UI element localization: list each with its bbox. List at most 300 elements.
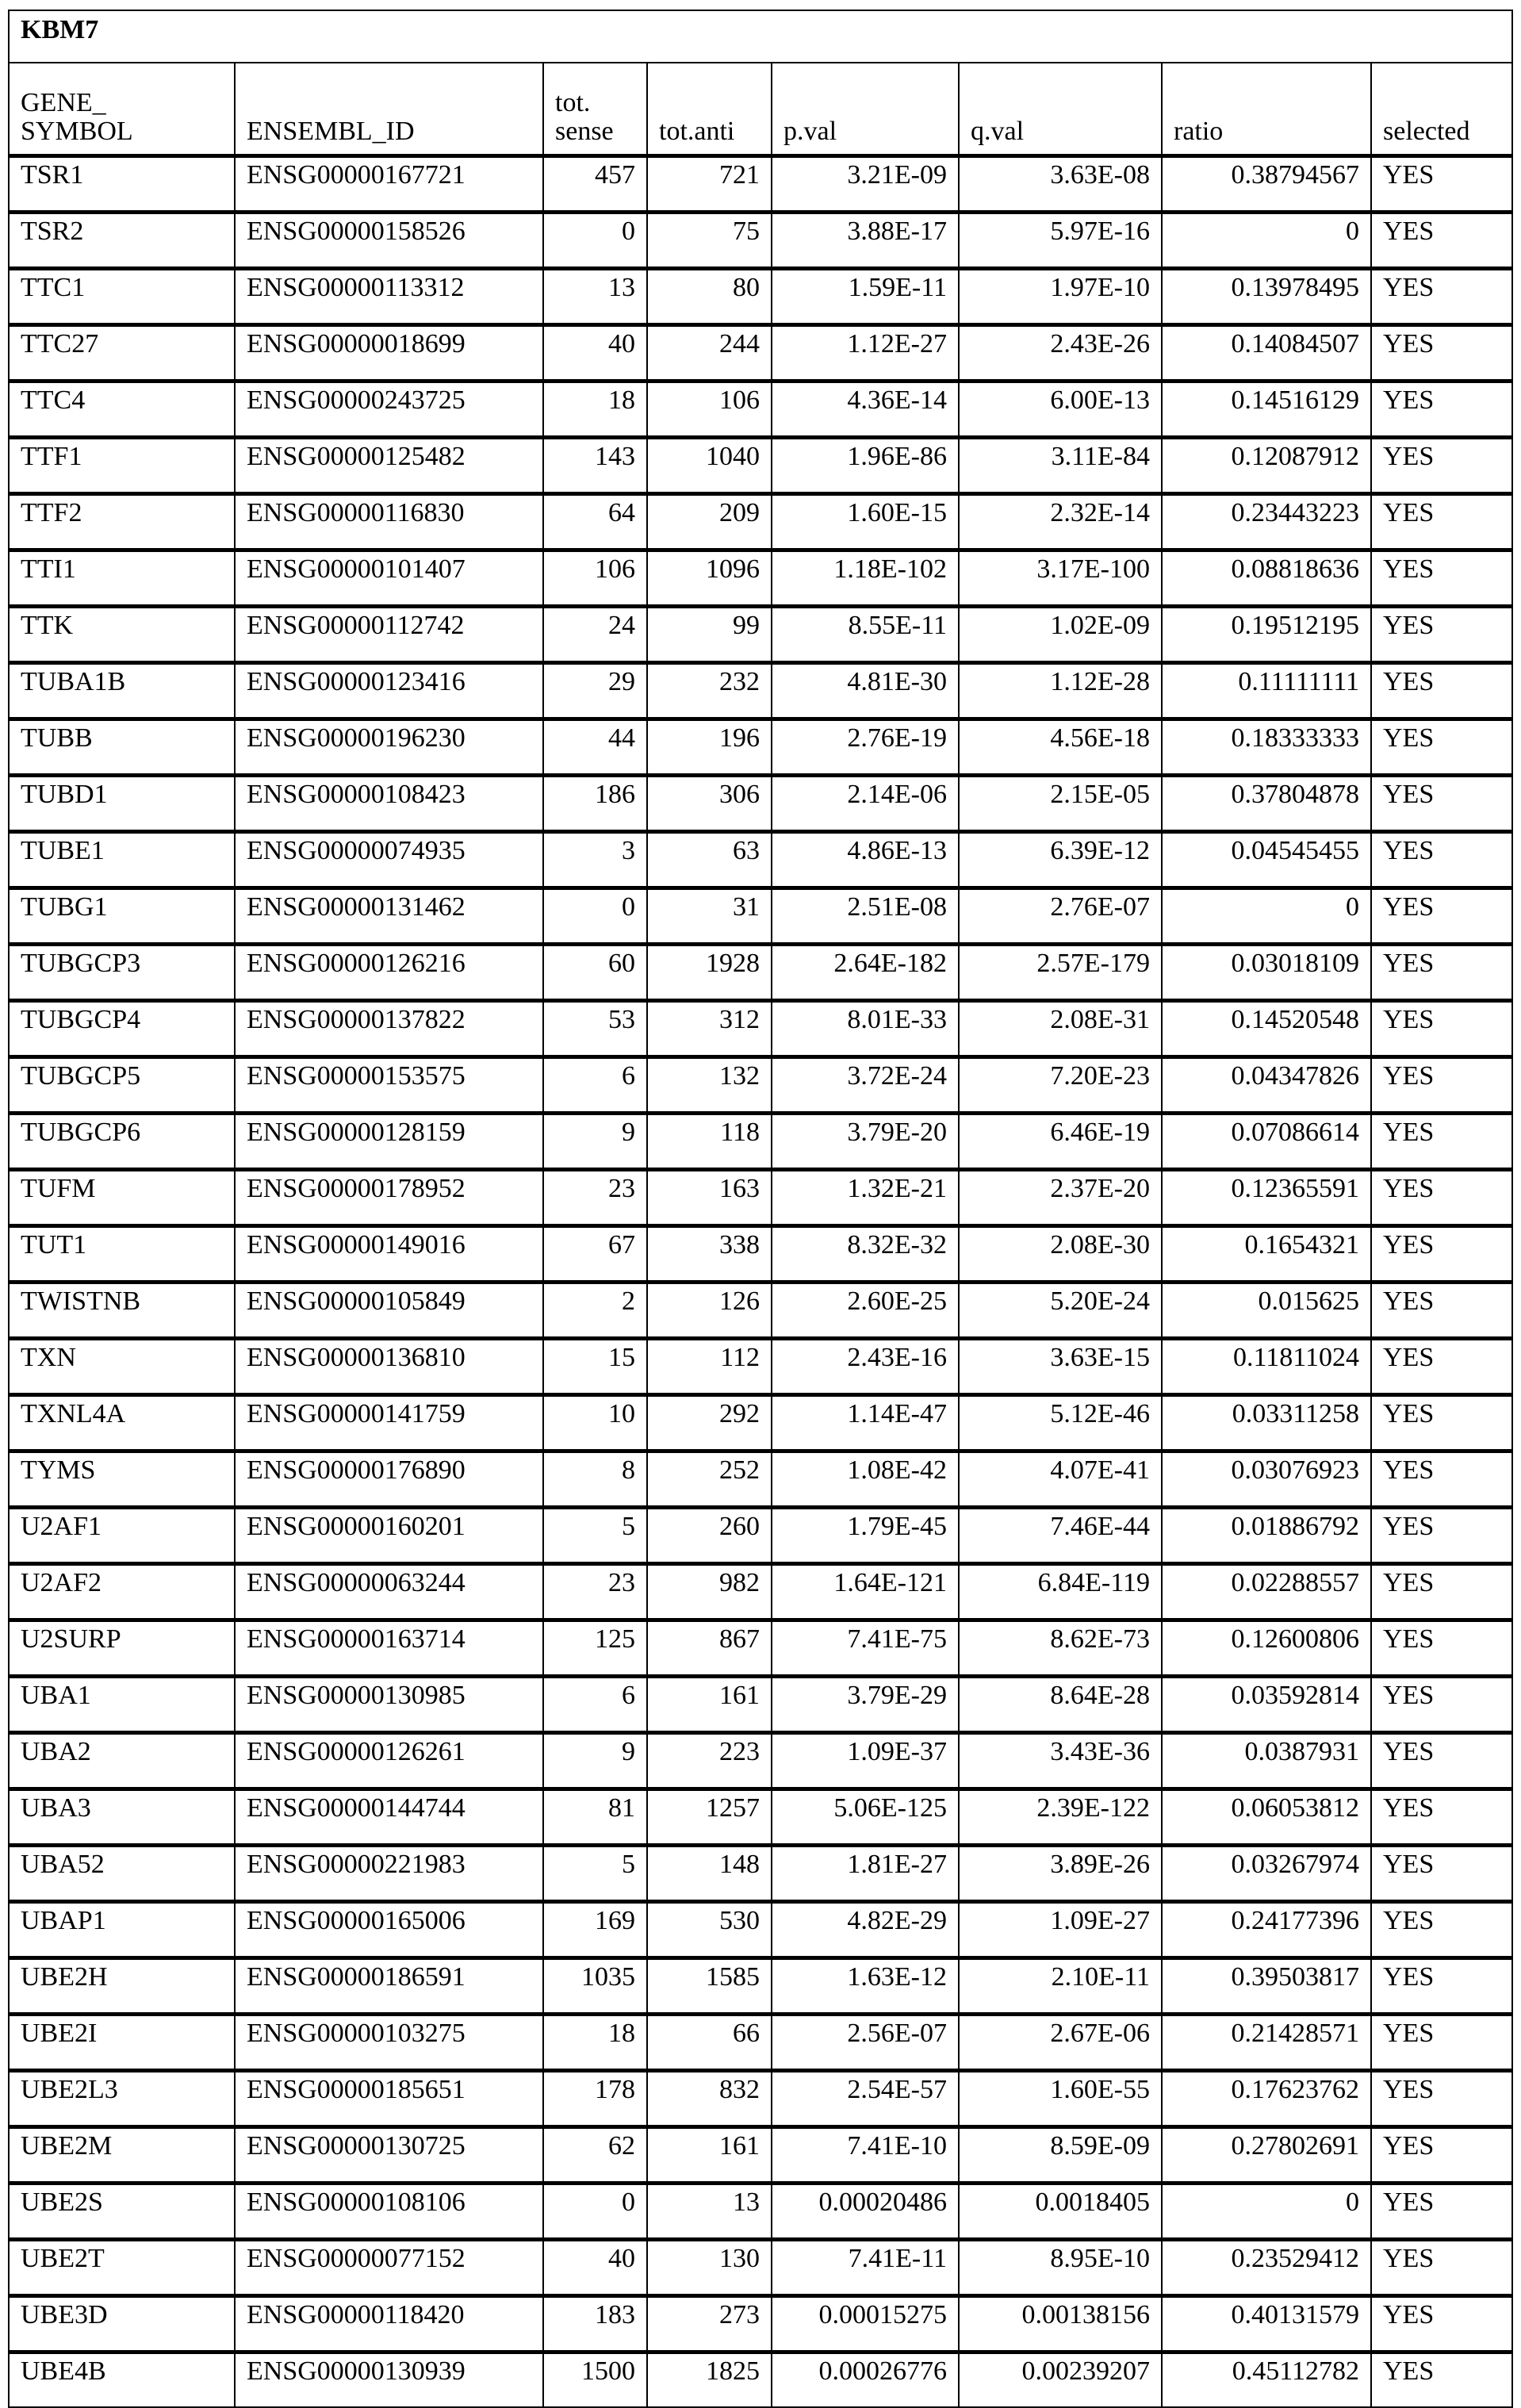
- cell-ensembl-id: ENSG00000128159: [235, 1114, 543, 1170]
- cell-q-val: 2.67E-06: [959, 2015, 1162, 2071]
- cell-p-val: 5.06E-125: [772, 1789, 959, 1846]
- cell-p-val: 7.41E-11: [772, 2240, 959, 2296]
- cell-selected: YES: [1371, 1846, 1512, 1902]
- table-row: [9, 325, 1512, 382]
- cell-ratio: 0.14520548: [1162, 1001, 1371, 1057]
- cell-p-val: 2.14E-06: [772, 776, 959, 832]
- cell-tot-anti: 338: [647, 1226, 772, 1283]
- cell-tot-sense: 5: [543, 1846, 647, 1902]
- cell-tot-sense: 13: [543, 269, 647, 325]
- cell-ratio: 0.1654321: [1162, 1226, 1371, 1283]
- cell-selected: YES: [1371, 1451, 1512, 1508]
- table-row: [9, 1958, 1512, 2015]
- cell-q-val: 2.43E-26: [959, 325, 1162, 382]
- cell-gene-symbol: TUBB: [9, 719, 235, 776]
- cell-selected: YES: [1371, 1283, 1512, 1339]
- cell-ensembl-id: ENSG00000158526: [235, 213, 543, 269]
- cell-selected: YES: [1371, 776, 1512, 832]
- table-row: [9, 269, 1512, 325]
- cell-tot-anti: 132: [647, 1057, 772, 1114]
- cell-gene-symbol: UBE2M: [9, 2127, 235, 2184]
- cell-selected: YES: [1371, 1620, 1512, 1677]
- cell-ratio: 0.37804878: [1162, 776, 1371, 832]
- cell-tot-anti: 13: [647, 2184, 772, 2240]
- cell-gene-symbol: TUFM: [9, 1170, 235, 1226]
- table-row: [9, 776, 1512, 832]
- cell-ratio: 0.17623762: [1162, 2071, 1371, 2127]
- cell-tot-anti: 126: [647, 1283, 772, 1339]
- cell-tot-sense: 125: [543, 1620, 647, 1677]
- cell-selected: YES: [1371, 1733, 1512, 1789]
- cell-ensembl-id: ENSG00000123416: [235, 663, 543, 719]
- table-row: [9, 2352, 1512, 2408]
- cell-ratio: 0.13978495: [1162, 269, 1371, 325]
- table-row: [9, 2184, 1512, 2240]
- cell-q-val: 1.09E-27: [959, 1902, 1162, 1958]
- cell-ratio: 0.04545455: [1162, 832, 1371, 888]
- cell-tot-anti: 1096: [647, 550, 772, 607]
- cell-ensembl-id: ENSG00000160201: [235, 1508, 543, 1564]
- cell-q-val: 3.63E-15: [959, 1339, 1162, 1395]
- kbm7-gene-table: [8, 10, 1513, 2408]
- cell-selected: YES: [1371, 1789, 1512, 1846]
- cell-selected: YES: [1371, 2240, 1512, 2296]
- cell-selected: YES: [1371, 945, 1512, 1001]
- cell-ratio: 0.08818636: [1162, 550, 1371, 607]
- cell-tot-anti: 80: [647, 269, 772, 325]
- cell-tot-sense: 23: [543, 1170, 647, 1226]
- cell-q-val: 5.97E-16: [959, 213, 1162, 269]
- cell-gene-symbol: UBE2I: [9, 2015, 235, 2071]
- cell-gene-symbol: TUBE1: [9, 832, 235, 888]
- cell-ratio: 0.38794567: [1162, 156, 1371, 213]
- cell-selected: YES: [1371, 1057, 1512, 1114]
- table-row: [9, 1057, 1512, 1114]
- table-row: [9, 1339, 1512, 1395]
- cell-tot-anti: 252: [647, 1451, 772, 1508]
- cell-tot-sense: 3: [543, 832, 647, 888]
- cell-selected: YES: [1371, 382, 1512, 438]
- cell-q-val: 2.76E-07: [959, 888, 1162, 945]
- cell-selected: YES: [1371, 888, 1512, 945]
- cell-q-val: 5.20E-24: [959, 1283, 1162, 1339]
- cell-gene-symbol: TUBGCP3: [9, 945, 235, 1001]
- cell-ensembl-id: ENSG00000141759: [235, 1395, 543, 1451]
- cell-ratio: 0.21428571: [1162, 2015, 1371, 2071]
- cell-tot-anti: 1928: [647, 945, 772, 1001]
- table-row: [9, 1733, 1512, 1789]
- cell-p-val: 1.60E-15: [772, 494, 959, 550]
- cell-tot-sense: 29: [543, 663, 647, 719]
- cell-ensembl-id: ENSG00000018699: [235, 325, 543, 382]
- cell-ratio: 0.04347826: [1162, 1057, 1371, 1114]
- cell-tot-anti: 209: [647, 494, 772, 550]
- cell-selected: YES: [1371, 607, 1512, 663]
- table-row: [9, 2015, 1512, 2071]
- cell-ensembl-id: ENSG00000243725: [235, 382, 543, 438]
- table-row: [9, 1789, 1512, 1846]
- cell-selected: YES: [1371, 1001, 1512, 1057]
- cell-p-val: 1.12E-27: [772, 325, 959, 382]
- cell-selected: YES: [1371, 1902, 1512, 1958]
- table-row: [9, 1283, 1512, 1339]
- cell-ratio: 0.01886792: [1162, 1508, 1371, 1564]
- cell-gene-symbol: TTF1: [9, 438, 235, 494]
- cell-q-val: 6.00E-13: [959, 382, 1162, 438]
- cell-q-val: 2.57E-179: [959, 945, 1162, 1001]
- cell-ratio: 0.12365591: [1162, 1170, 1371, 1226]
- cell-tot-anti: 31: [647, 888, 772, 945]
- cell-ensembl-id: ENSG00000163714: [235, 1620, 543, 1677]
- cell-tot-anti: 223: [647, 1733, 772, 1789]
- cell-ensembl-id: ENSG00000136810: [235, 1339, 543, 1395]
- cell-tot-anti: 832: [647, 2071, 772, 2127]
- cell-gene-symbol: TWISTNB: [9, 1283, 235, 1339]
- cell-tot-anti: 75: [647, 213, 772, 269]
- cell-tot-anti: 1825: [647, 2352, 772, 2408]
- cell-selected: YES: [1371, 2296, 1512, 2352]
- cell-selected: YES: [1371, 2184, 1512, 2240]
- cell-tot-sense: 67: [543, 1226, 647, 1283]
- cell-q-val: 3.89E-26: [959, 1846, 1162, 1902]
- cell-tot-sense: 186: [543, 776, 647, 832]
- table-row: [9, 1620, 1512, 1677]
- cell-gene-symbol: TTI1: [9, 550, 235, 607]
- cell-p-val: 1.96E-86: [772, 438, 959, 494]
- cell-ensembl-id: ENSG00000149016: [235, 1226, 543, 1283]
- table-row: [9, 607, 1512, 663]
- cell-tot-anti: 260: [647, 1508, 772, 1564]
- cell-ratio: 0: [1162, 888, 1371, 945]
- cell-ratio: 0: [1162, 213, 1371, 269]
- table-row: [9, 888, 1512, 945]
- cell-ratio: 0.06053812: [1162, 1789, 1371, 1846]
- cell-ratio: 0.02288557: [1162, 1564, 1371, 1620]
- cell-ensembl-id: ENSG00000144744: [235, 1789, 543, 1846]
- table-row: [9, 2071, 1512, 2127]
- cell-tot-sense: 60: [543, 945, 647, 1001]
- cell-p-val: 1.81E-27: [772, 1846, 959, 1902]
- column-header-gene-symbol: GENE_ SYMBOL: [9, 63, 235, 156]
- cell-ensembl-id: ENSG00000116830: [235, 494, 543, 550]
- cell-gene-symbol: UBE4B: [9, 2352, 235, 2408]
- cell-selected: YES: [1371, 269, 1512, 325]
- cell-gene-symbol: UBE2S: [9, 2184, 235, 2240]
- cell-gene-symbol: UBA52: [9, 1846, 235, 1902]
- cell-tot-sense: 81: [543, 1789, 647, 1846]
- cell-tot-sense: 40: [543, 325, 647, 382]
- cell-tot-sense: 64: [543, 494, 647, 550]
- table-row: [9, 1114, 1512, 1170]
- table-row: [9, 1451, 1512, 1508]
- cell-ratio: 0.0387931: [1162, 1733, 1371, 1789]
- cell-gene-symbol: TUBA1B: [9, 663, 235, 719]
- cell-selected: YES: [1371, 1395, 1512, 1451]
- cell-q-val: 7.46E-44: [959, 1508, 1162, 1564]
- cell-ratio: 0.03267974: [1162, 1846, 1371, 1902]
- cell-ratio: 0.23443223: [1162, 494, 1371, 550]
- cell-selected: YES: [1371, 2352, 1512, 2408]
- table-row: [9, 1846, 1512, 1902]
- cell-tot-anti: 721: [647, 156, 772, 213]
- cell-p-val: 4.86E-13: [772, 832, 959, 888]
- cell-ensembl-id: ENSG00000101407: [235, 550, 543, 607]
- cell-p-val: 7.41E-10: [772, 2127, 959, 2184]
- cell-ratio: 0.40131579: [1162, 2296, 1371, 2352]
- table-row: [9, 1170, 1512, 1226]
- cell-gene-symbol: UBA1: [9, 1677, 235, 1733]
- cell-ensembl-id: ENSG00000130985: [235, 1677, 543, 1733]
- cell-tot-sense: 0: [543, 888, 647, 945]
- cell-p-val: 1.14E-47: [772, 1395, 959, 1451]
- cell-q-val: 1.60E-55: [959, 2071, 1162, 2127]
- table-row: [9, 2240, 1512, 2296]
- cell-ratio: 0.11811024: [1162, 1339, 1371, 1395]
- cell-ensembl-id: ENSG00000130725: [235, 2127, 543, 2184]
- table-row: [9, 1001, 1512, 1057]
- cell-gene-symbol: U2AF2: [9, 1564, 235, 1620]
- cell-tot-sense: 1500: [543, 2352, 647, 2408]
- cell-gene-symbol: TSR1: [9, 156, 235, 213]
- cell-gene-symbol: U2SURP: [9, 1620, 235, 1677]
- cell-selected: YES: [1371, 1958, 1512, 2015]
- cell-tot-anti: 196: [647, 719, 772, 776]
- cell-gene-symbol: U2AF1: [9, 1508, 235, 1564]
- table-title-row: [9, 10, 1512, 63]
- column-header-tot-anti: tot.anti: [647, 63, 772, 156]
- cell-ratio: 0.12087912: [1162, 438, 1371, 494]
- cell-gene-symbol: TTC4: [9, 382, 235, 438]
- cell-tot-anti: 106: [647, 382, 772, 438]
- cell-ensembl-id: ENSG00000126216: [235, 945, 543, 1001]
- table-row: [9, 832, 1512, 888]
- cell-selected: YES: [1371, 213, 1512, 269]
- cell-tot-sense: 6: [543, 1057, 647, 1114]
- cell-ensembl-id: ENSG00000118420: [235, 2296, 543, 2352]
- cell-tot-sense: 10: [543, 1395, 647, 1451]
- cell-q-val: 0.00138156: [959, 2296, 1162, 2352]
- cell-tot-anti: 867: [647, 1620, 772, 1677]
- cell-p-val: 3.79E-29: [772, 1677, 959, 1733]
- cell-gene-symbol: TUT1: [9, 1226, 235, 1283]
- cell-q-val: 8.62E-73: [959, 1620, 1162, 1677]
- cell-tot-sense: 0: [543, 2184, 647, 2240]
- cell-gene-symbol: UBE2T: [9, 2240, 235, 2296]
- cell-q-val: 2.32E-14: [959, 494, 1162, 550]
- cell-gene-symbol: UBAP1: [9, 1902, 235, 1958]
- cell-q-val: 2.37E-20: [959, 1170, 1162, 1226]
- cell-gene-symbol: TUBG1: [9, 888, 235, 945]
- cell-p-val: 2.43E-16: [772, 1339, 959, 1395]
- cell-ensembl-id: ENSG00000126261: [235, 1733, 543, 1789]
- cell-p-val: 3.79E-20: [772, 1114, 959, 1170]
- cell-p-val: 4.36E-14: [772, 382, 959, 438]
- cell-ensembl-id: ENSG00000103275: [235, 2015, 543, 2071]
- cell-tot-sense: 183: [543, 2296, 647, 2352]
- cell-p-val: 2.51E-08: [772, 888, 959, 945]
- cell-q-val: 2.10E-11: [959, 1958, 1162, 2015]
- cell-p-val: 1.63E-12: [772, 1958, 959, 2015]
- cell-tot-sense: 8: [543, 1451, 647, 1508]
- cell-q-val: 3.43E-36: [959, 1733, 1162, 1789]
- cell-p-val: 0.00026776: [772, 2352, 959, 2408]
- cell-selected: YES: [1371, 550, 1512, 607]
- cell-tot-anti: 232: [647, 663, 772, 719]
- cell-ensembl-id: ENSG00000108423: [235, 776, 543, 832]
- table-row: [9, 438, 1512, 494]
- cell-selected: YES: [1371, 325, 1512, 382]
- cell-p-val: 2.76E-19: [772, 719, 959, 776]
- cell-ensembl-id: ENSG00000186591: [235, 1958, 543, 2015]
- cell-tot-anti: 161: [647, 2127, 772, 2184]
- cell-ratio: 0.27802691: [1162, 2127, 1371, 2184]
- cell-q-val: 5.12E-46: [959, 1395, 1162, 1451]
- cell-tot-sense: 23: [543, 1564, 647, 1620]
- cell-gene-symbol: TXNL4A: [9, 1395, 235, 1451]
- cell-gene-symbol: UBA3: [9, 1789, 235, 1846]
- cell-tot-sense: 53: [543, 1001, 647, 1057]
- cell-p-val: 4.82E-29: [772, 1902, 959, 1958]
- cell-ratio: 0.03076923: [1162, 1451, 1371, 1508]
- cell-tot-anti: 163: [647, 1170, 772, 1226]
- cell-selected: YES: [1371, 2127, 1512, 2184]
- cell-ratio: 0.18333333: [1162, 719, 1371, 776]
- cell-selected: YES: [1371, 2071, 1512, 2127]
- table-row: [9, 1564, 1512, 1620]
- cell-p-val: 1.08E-42: [772, 1451, 959, 1508]
- table-row: [9, 1677, 1512, 1733]
- cell-p-val: 8.01E-33: [772, 1001, 959, 1057]
- cell-q-val: 8.59E-09: [959, 2127, 1162, 2184]
- cell-tot-sense: 169: [543, 1902, 647, 1958]
- cell-p-val: 2.56E-07: [772, 2015, 959, 2071]
- cell-tot-sense: 6: [543, 1677, 647, 1733]
- cell-p-val: 7.41E-75: [772, 1620, 959, 1677]
- cell-q-val: 3.11E-84: [959, 438, 1162, 494]
- cell-selected: YES: [1371, 1677, 1512, 1733]
- cell-q-val: 7.20E-23: [959, 1057, 1162, 1114]
- cell-q-val: 8.95E-10: [959, 2240, 1162, 2296]
- cell-ensembl-id: ENSG00000077152: [235, 2240, 543, 2296]
- cell-tot-anti: 982: [647, 1564, 772, 1620]
- cell-ensembl-id: ENSG00000167721: [235, 156, 543, 213]
- cell-ensembl-id: ENSG00000221983: [235, 1846, 543, 1902]
- cell-gene-symbol: TUBGCP6: [9, 1114, 235, 1170]
- cell-ratio: 0.015625: [1162, 1283, 1371, 1339]
- cell-q-val: 4.07E-41: [959, 1451, 1162, 1508]
- cell-tot-anti: 273: [647, 2296, 772, 2352]
- cell-ratio: 0.03311258: [1162, 1395, 1371, 1451]
- cell-gene-symbol: UBE2H: [9, 1958, 235, 2015]
- cell-p-val: 0.00020486: [772, 2184, 959, 2240]
- cell-gene-symbol: TTF2: [9, 494, 235, 550]
- table-row: [9, 1508, 1512, 1564]
- cell-p-val: 1.18E-102: [772, 550, 959, 607]
- cell-tot-sense: 0: [543, 213, 647, 269]
- cell-ratio: 0.14516129: [1162, 382, 1371, 438]
- cell-tot-anti: 312: [647, 1001, 772, 1057]
- cell-q-val: 2.08E-31: [959, 1001, 1162, 1057]
- cell-ensembl-id: ENSG00000108106: [235, 2184, 543, 2240]
- cell-selected: YES: [1371, 719, 1512, 776]
- cell-q-val: 6.84E-119: [959, 1564, 1162, 1620]
- cell-p-val: 1.64E-121: [772, 1564, 959, 1620]
- cell-tot-sense: 44: [543, 719, 647, 776]
- cell-selected: YES: [1371, 494, 1512, 550]
- cell-p-val: 1.79E-45: [772, 1508, 959, 1564]
- cell-tot-anti: 306: [647, 776, 772, 832]
- cell-ensembl-id: ENSG00000176890: [235, 1451, 543, 1508]
- table-row: [9, 156, 1512, 213]
- cell-p-val: 2.64E-182: [772, 945, 959, 1001]
- cell-ratio: 0.14084507: [1162, 325, 1371, 382]
- cell-gene-symbol: TXN: [9, 1339, 235, 1395]
- cell-tot-sense: 1035: [543, 1958, 647, 2015]
- cell-gene-symbol: TTC1: [9, 269, 235, 325]
- cell-q-val: 1.12E-28: [959, 663, 1162, 719]
- cell-tot-sense: 15: [543, 1339, 647, 1395]
- cell-ensembl-id: ENSG00000153575: [235, 1057, 543, 1114]
- cell-tot-anti: 112: [647, 1339, 772, 1395]
- cell-p-val: 1.09E-37: [772, 1733, 959, 1789]
- cell-gene-symbol: TYMS: [9, 1451, 235, 1508]
- cell-tot-sense: 2: [543, 1283, 647, 1339]
- cell-p-val: 3.72E-24: [772, 1057, 959, 1114]
- cell-q-val: 2.39E-122: [959, 1789, 1162, 1846]
- cell-tot-anti: 130: [647, 2240, 772, 2296]
- cell-tot-sense: 178: [543, 2071, 647, 2127]
- cell-gene-symbol: TTK: [9, 607, 235, 663]
- cell-p-val: 8.55E-11: [772, 607, 959, 663]
- table-row: [9, 1902, 1512, 1958]
- cell-tot-anti: 1040: [647, 438, 772, 494]
- column-header-q-val: q.val: [959, 63, 1162, 156]
- cell-p-val: 3.21E-09: [772, 156, 959, 213]
- cell-q-val: 0.00239207: [959, 2352, 1162, 2408]
- cell-selected: YES: [1371, 663, 1512, 719]
- table-row: [9, 494, 1512, 550]
- cell-gene-symbol: TTC27: [9, 325, 235, 382]
- table-row: [9, 213, 1512, 269]
- cell-gene-symbol: TUBGCP5: [9, 1057, 235, 1114]
- table-row: [9, 2296, 1512, 2352]
- cell-p-val: 1.32E-21: [772, 1170, 959, 1226]
- cell-tot-sense: 5: [543, 1508, 647, 1564]
- cell-p-val: 2.60E-25: [772, 1283, 959, 1339]
- cell-tot-anti: 292: [647, 1395, 772, 1451]
- table-title: KBM7: [9, 10, 1512, 63]
- cell-selected: YES: [1371, 1339, 1512, 1395]
- cell-ensembl-id: ENSG00000074935: [235, 832, 543, 888]
- cell-ratio: 0.45112782: [1162, 2352, 1371, 2408]
- cell-ensembl-id: ENSG00000125482: [235, 438, 543, 494]
- cell-selected: YES: [1371, 1170, 1512, 1226]
- column-header-p-val: p.val: [772, 63, 959, 156]
- column-header-selected: selected: [1371, 63, 1512, 156]
- cell-ratio: 0.07086614: [1162, 1114, 1371, 1170]
- cell-selected: YES: [1371, 1226, 1512, 1283]
- cell-gene-symbol: UBE2L3: [9, 2071, 235, 2127]
- cell-ensembl-id: ENSG00000185651: [235, 2071, 543, 2127]
- cell-tot-sense: 24: [543, 607, 647, 663]
- cell-q-val: 1.97E-10: [959, 269, 1162, 325]
- cell-tot-sense: 143: [543, 438, 647, 494]
- cell-tot-sense: 457: [543, 156, 647, 213]
- cell-ratio: 0.12600806: [1162, 1620, 1371, 1677]
- cell-gene-symbol: TUBD1: [9, 776, 235, 832]
- cell-gene-symbol: UBA2: [9, 1733, 235, 1789]
- cell-tot-sense: 18: [543, 382, 647, 438]
